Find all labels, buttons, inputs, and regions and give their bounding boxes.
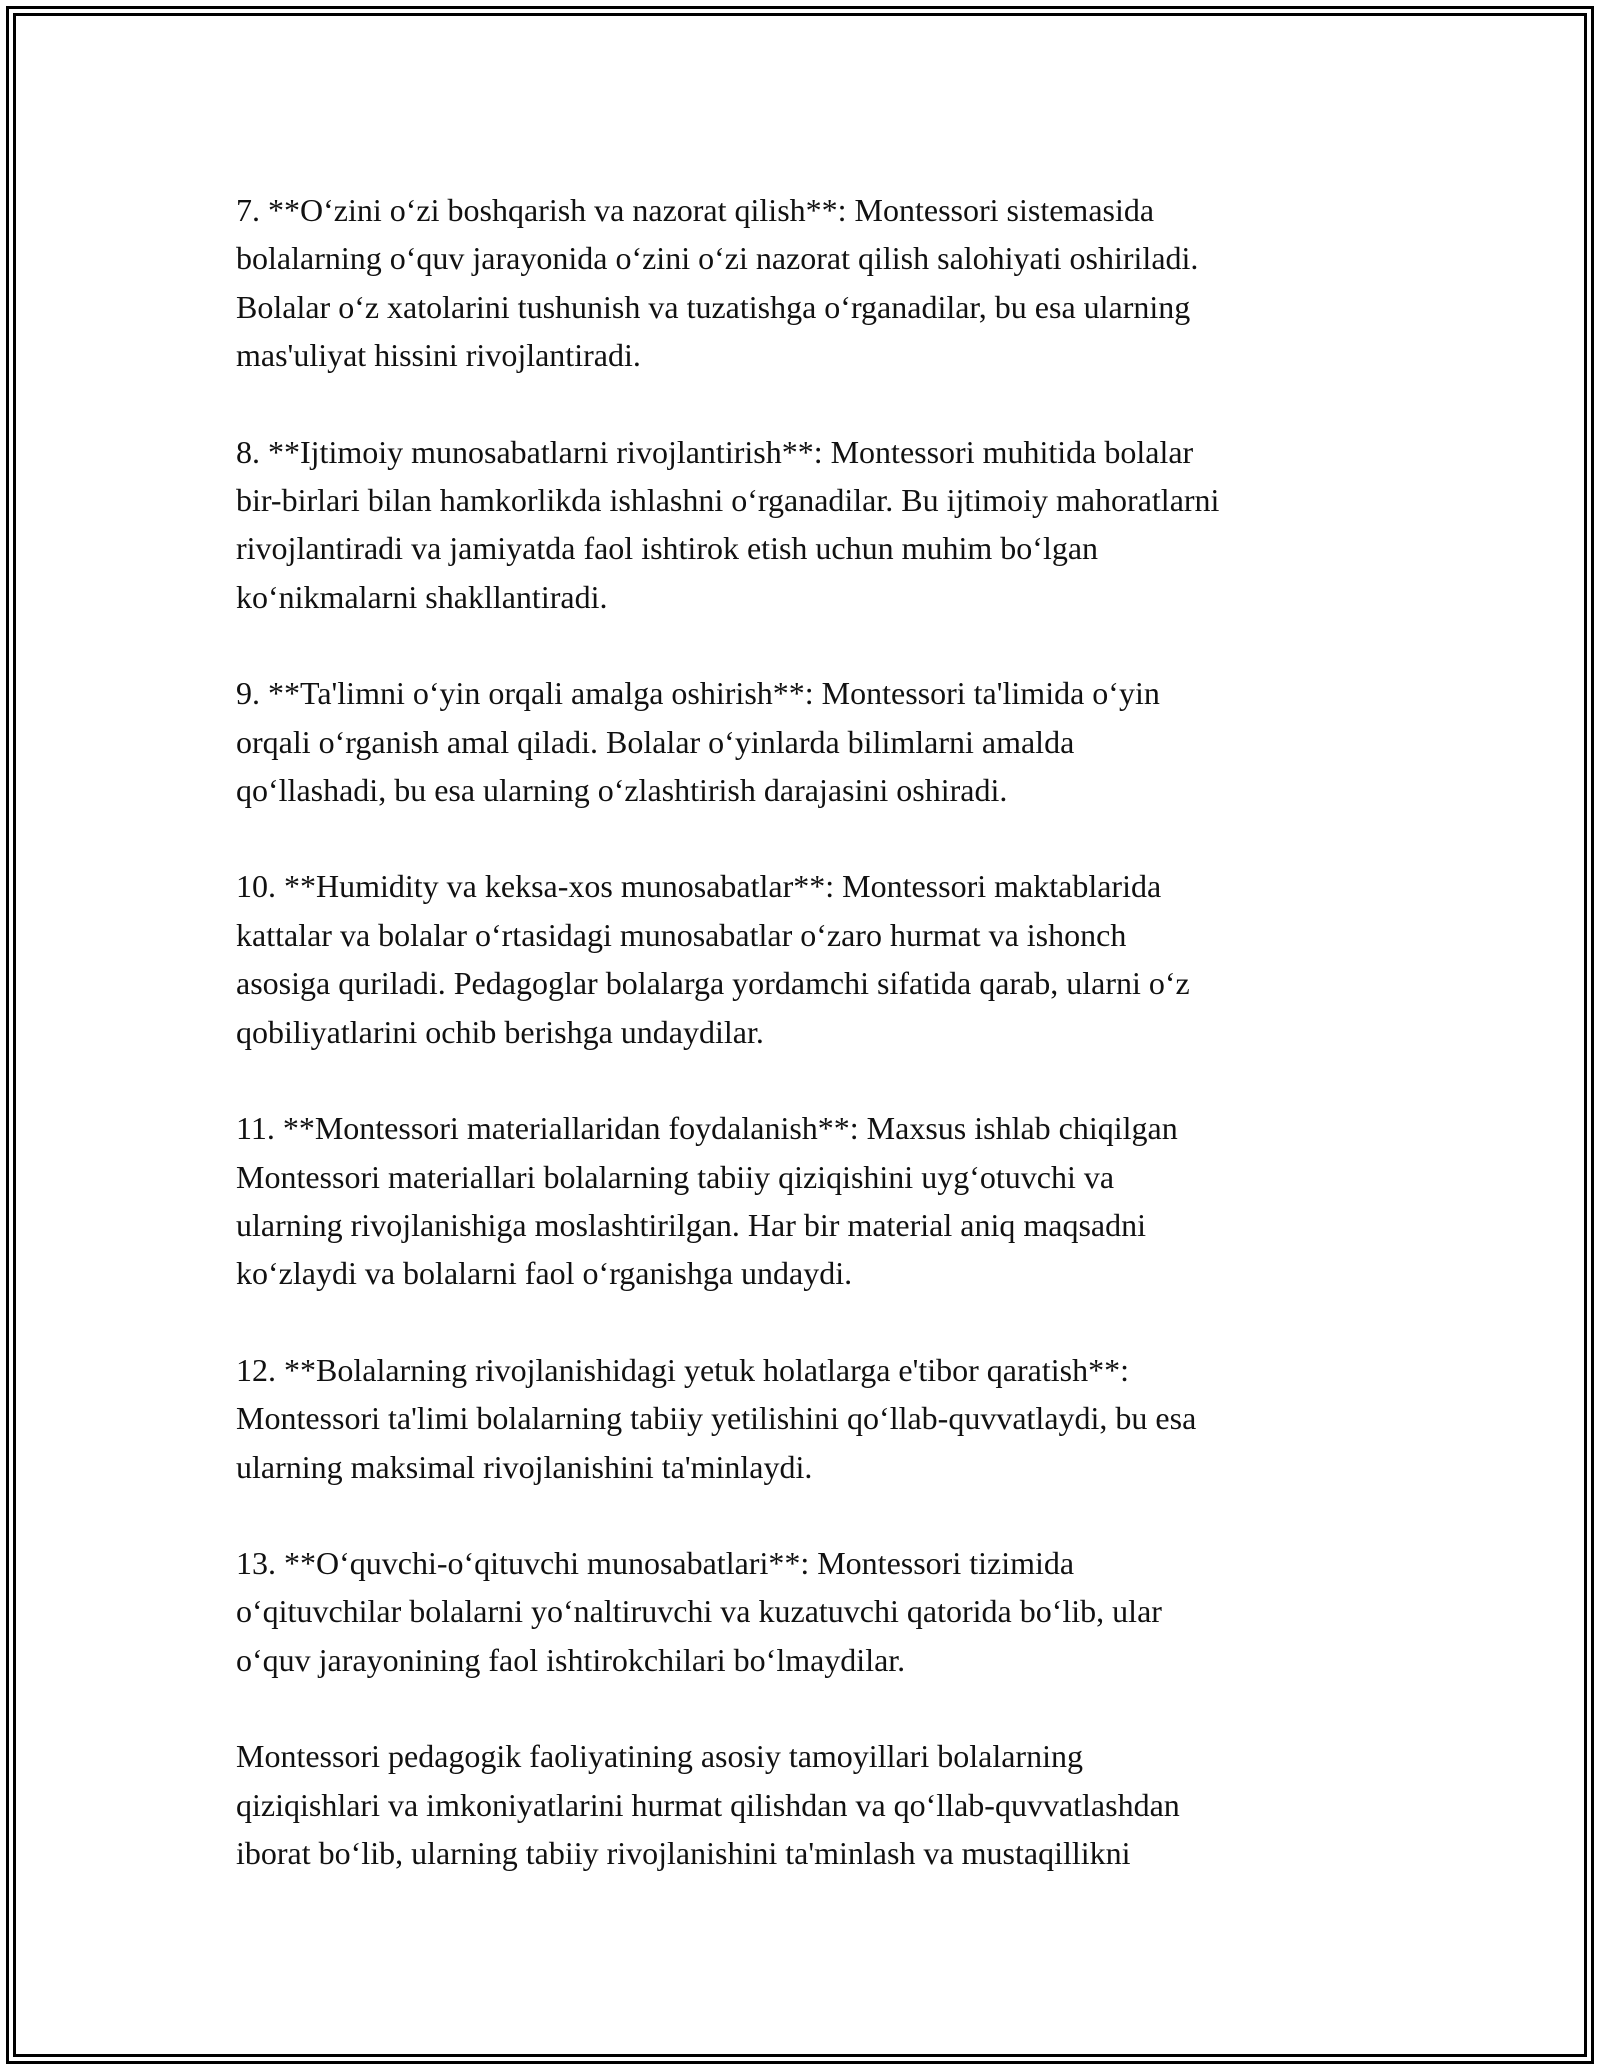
document-body (236, 186, 1396, 1925)
paragraph-item-13: 13. **O‘quvchi-o‘qituvchi munosabatlari**: Montessori tizimida o‘qituvchilar bolalarni yo‘naltiruvchi va kuzatuvchi qatorida bo‘lib, ular o‘quv jarayonining faol ishtirokchilari bo‘lmaydilar. (236, 1544, 1162, 1678)
paragraph-conclusion: Montessori pedagogik faoliyatining asosiy tamoyillari bolalarning qiziqishlari va imkoniyatlarini hurmat qilishdan va qo‘llab-quvvatlashdan iborat bo‘lib, ularning tabiiy rivojlanishini ta'minlash va mustaqillikni (236, 1738, 1180, 1871)
paragraph-item-8: 8. **Ijtimoiy munosabatlarni rivojlantirish**: Montessori muhitida bolalar bir-birlari bilan hamkorlikda ishlashni o‘rganadilar. Bu ijtimoiy mahoratlarni rivojlantiradi va jamiyatda faol ishtirok etish uchun muhim bo‘lgan ko‘nikmalarni shakllantiradi. (236, 433, 1220, 615)
paragraph-item-10: 10. **Humidity va keksa-xos munosabatlar**: Montessori maktablarida kattalar va bolalar o‘rtasidagi munosabatlar o‘zaro hurmat va ishonch asosiga quriladi. Pedagoglar bolalarga yordamchi sifatida qarab, ularni o‘z qobiliyatlarini ochib berishga undaydilar. (236, 868, 1190, 1050)
paragraph-item-11: 11. **Montessori materiallaridan foydalanish**: Maxsus ishlab chiqilgan Montessori materiallari bolalarning tabiiy qiziqishini uyg‘otuvchi va ularning rivojlanishiga moslashtirilgan. Har bir material aniq maqsadni ko‘zlaydi va bolalarni faol o‘rganishga undaydi. (236, 1110, 1178, 1292)
paragraph-item-9: 9. **Ta'limni o‘yin orqali amalga oshirish**: Montessori ta'limida o‘yin orqali o‘rganish amal qiladi. Bolalar o‘yinlarda bilimlarni amalda qo‘llashadi, bu esa ularning o‘zlashtirish darajasini oshiradi. (236, 675, 1160, 809)
paragraph-item-12: 12. **Bolalarning rivojlanishidagi yetuk holatlarga e'tibor qaratish**: Montessori ta'limi bolalarning tabiiy yetilishini qo‘llab-quvvatlaydi, bu esa ularning maksimal rivojlanishini ta'minlaydi. (236, 1351, 1197, 1485)
paragraph-item-7: 7. **O‘zini o‘zi boshqarish va nazorat qilish**: Montessori sistemasida bolalarning o‘quv jarayonida o‘zini o‘zi nazorat qilish salohiyati oshiriladi. Bolalar o‘z xatolarini tushunish va tuzatishga o‘rganadilar, bu esa ularning mas'uliyat hissini rivojlantiradi. (236, 192, 1199, 374)
